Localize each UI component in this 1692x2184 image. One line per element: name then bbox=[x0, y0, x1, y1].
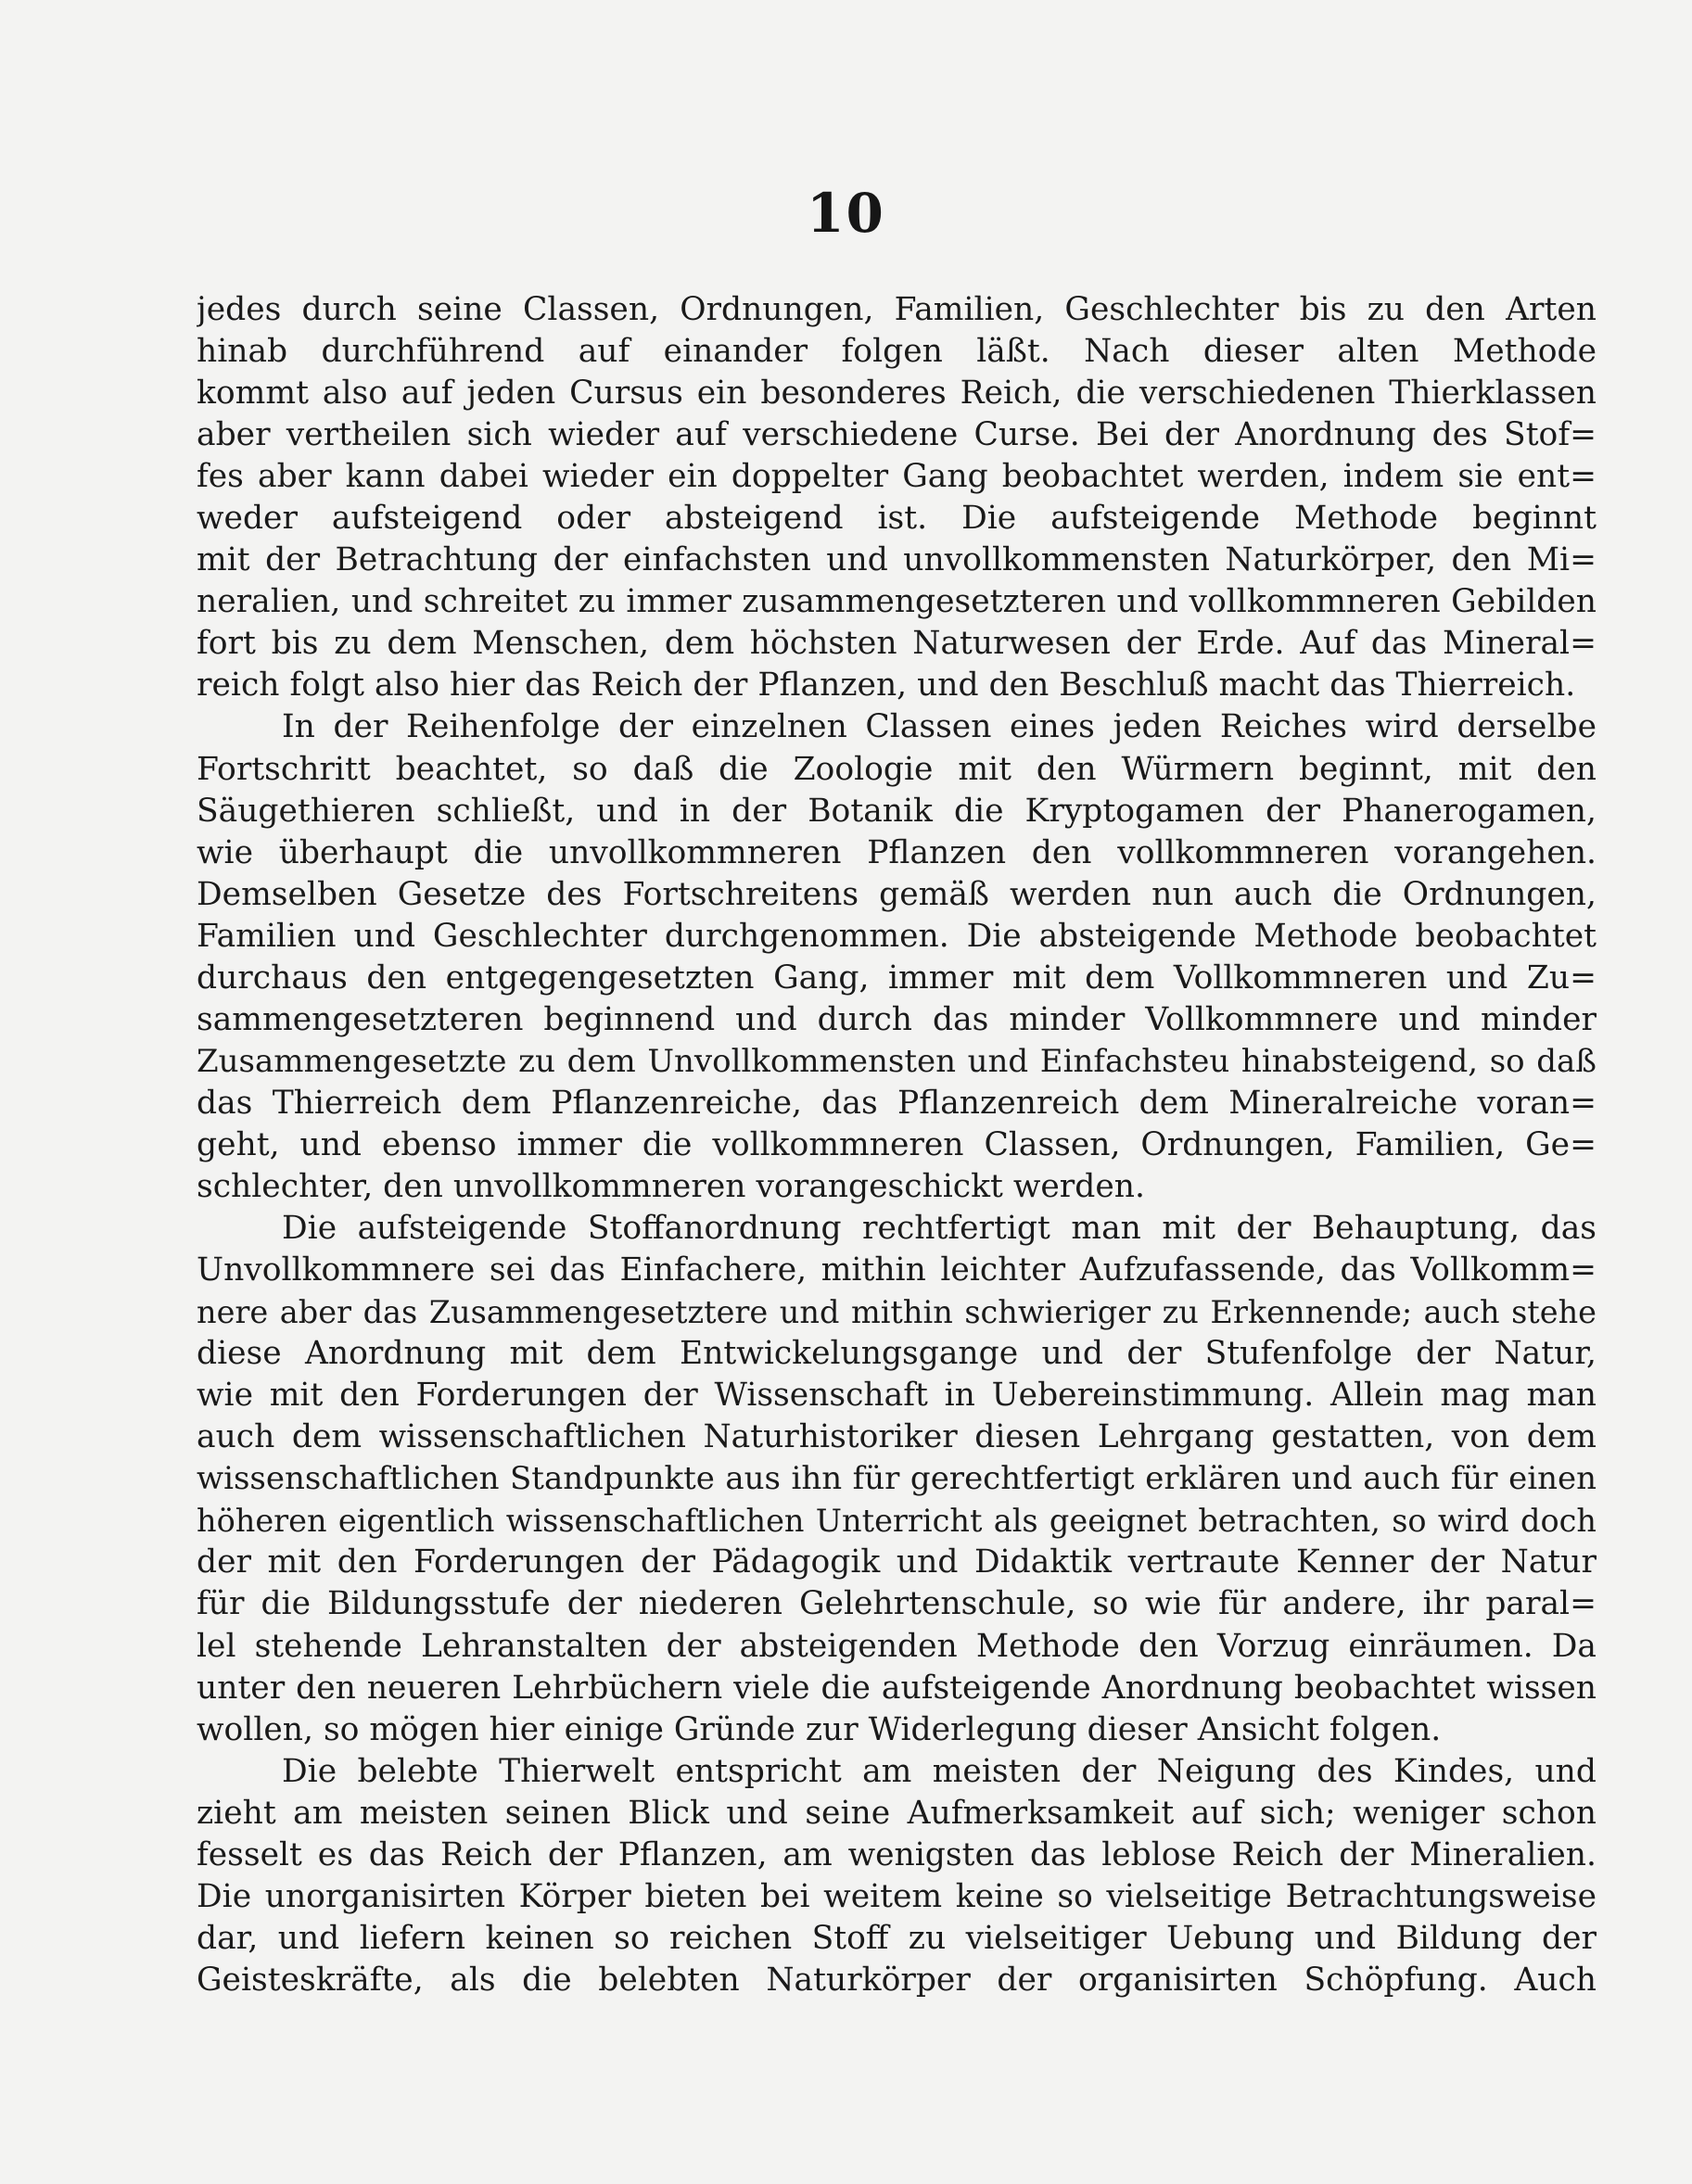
text-line: kommt also auf jeden Cursus ein besonderes Reich, die verschiedenen Thierklassen bbox=[197, 375, 1597, 413]
text-line: aber vertheilen sich wieder auf verschiedene Curse. Bei der Anordnung des Stof= bbox=[197, 416, 1597, 454]
text-line: Die aufsteigende Stoffanordnung rechtfertigt man mit der Behauptung, das bbox=[282, 1210, 1597, 1248]
text-line: Zusammengesetzte zu dem Unvollkommensten und Einfachsteu hinabsteigend, so daß bbox=[197, 1042, 1597, 1080]
body-text bbox=[197, 289, 1597, 2001]
text-line: weder aufsteigend oder absteigend ist. Die aufsteigende Methode beginnt bbox=[197, 500, 1597, 538]
text-line: wie überhaupt die unvollkommneren Pflanzen den vollkommneren vorangehen. bbox=[197, 833, 1597, 871]
text-line: zieht am meisten seinen Blick und seine Aufmerksamkeit auf sich; weniger schon bbox=[197, 1794, 1597, 1832]
text-line: Säugethieren schließt, und in der Botanik die Kryptogamen der Phanerogamen, bbox=[197, 792, 1597, 830]
text-line: fesselt es das Reich der Pflanzen, am wenigsten das leblose Reich der Mineralien. bbox=[197, 1835, 1597, 1873]
text-line: Geisteskräfte, als die belebten Naturkörper der organisirten Schöpfung. Auch bbox=[197, 1961, 1597, 1999]
text-line: höheren eigentlich wissenschaftlichen Unterricht als geeignet betrachten, so wird doch bbox=[197, 1503, 1597, 1540]
text-line: neralien, und schreitet zu immer zusammengesetzteren und vollkommneren Gebilden bbox=[197, 583, 1597, 621]
text-line: lel stehende Lehranstalten der absteigenden Methode den Vorzug einräumen. Da bbox=[197, 1627, 1597, 1665]
text-line: jedes durch seine Classen, Ordnungen, Familien, Geschlechter bis zu den Arten bbox=[197, 291, 1597, 328]
text-line: dar, und liefern keinen so reichen Stoff zu vielseitiger Uebung und Bildung der bbox=[197, 1919, 1597, 1957]
text-line: der mit den Forderungen der Pädagogik und Didaktik vertraute Kenner der Natur bbox=[197, 1543, 1597, 1581]
text-line: nere aber das Zusammengesetztere und mithin schwieriger zu Erkennende; auch stehe bbox=[197, 1294, 1597, 1331]
page-number: 10 bbox=[807, 182, 885, 245]
text-line: Demselben Gesetze des Fortschreitens gemäß werden nun auch die Ordnungen, bbox=[197, 875, 1597, 913]
text-line: Fortschritt beachtet, so daß die Zoologie mit den Würmern beginnt, mit den bbox=[197, 750, 1597, 788]
text-line: fort bis zu dem Menschen, dem höchsten Naturwesen der Erde. Auf das Mineral= bbox=[197, 625, 1597, 663]
text-line: hinab durchführend auf einander folgen läßt. Nach dieser alten Methode bbox=[197, 333, 1597, 371]
text-line: wissenschaftlichen Standpunkte aus ihn für gerechtfertigt erklären und auch für einen bbox=[197, 1460, 1597, 1498]
text-line: durchaus den entgegengesetzten Gang, immer mit dem Vollkommneren und Zu= bbox=[197, 959, 1597, 997]
text-line: Familien und Geschlechter durchgenommen. Die absteigende Methode beobachtet bbox=[197, 917, 1597, 955]
text-line: diese Anordnung mit dem Entwickelungsgange und der Stufenfolge der Natur, bbox=[197, 1335, 1597, 1373]
text-line: geht, und ebenso immer die vollkommneren Classen, Ordnungen, Familien, Ge= bbox=[197, 1125, 1597, 1163]
text-line: das Thierreich dem Pflanzenreiche, das Pflanzenreich dem Mineralreiche voran= bbox=[197, 1084, 1597, 1122]
text-line: sammengesetzteren beginnend und durch das minder Vollkommnere und minder bbox=[197, 1000, 1597, 1038]
text-line: fes aber kann dabei wieder ein doppelter Gang beobachtet werden, indem sie ent= bbox=[197, 458, 1597, 496]
text-line: unter den neueren Lehrbüchern viele die aufsteigende Anordnung beobachtet wissen bbox=[197, 1669, 1597, 1707]
text-line: schlechter, den unvollkommneren vorangeschickt werden. bbox=[197, 1167, 1145, 1205]
text-line: In der Reihenfolge der einzelnen Classen eines jeden Reiches wird derselbe bbox=[282, 708, 1597, 746]
text-line: Unvollkommnere sei das Einfachere, mithin leichter Aufzufassende, das Vollkomm= bbox=[197, 1251, 1597, 1289]
text-line: reich folgt also hier das Reich der Pflanzen, und den Beschluß macht das Thierreich. bbox=[197, 667, 1576, 705]
text-line: wie mit den Forderungen der Wissenschaft in Uebereinstimmung. Allein mag man bbox=[197, 1377, 1597, 1415]
text-line: für die Bildungsstufe der niederen Gelehrtenschule, so wie für andere, ihr paral= bbox=[197, 1585, 1597, 1623]
text-line: mit der Betrachtung der einfachsten und unvollkommensten Naturkörper, den Mi= bbox=[197, 541, 1597, 579]
text-line: Die belebte Thierwelt entspricht am meisten der Neigung des Kindes, und bbox=[282, 1752, 1597, 1790]
text-line: Die unorganisirten Körper bieten bei weitem keine so vielseitige Betrachtungsweise bbox=[197, 1877, 1597, 1915]
text-line: wollen, so mögen hier einige Gründe zur Widerlegung dieser Ansicht folgen. bbox=[197, 1710, 1442, 1748]
text-line: auch dem wissenschaftlichen Naturhistoriker diesen Lehrgang gestatten, von dem bbox=[197, 1418, 1597, 1456]
